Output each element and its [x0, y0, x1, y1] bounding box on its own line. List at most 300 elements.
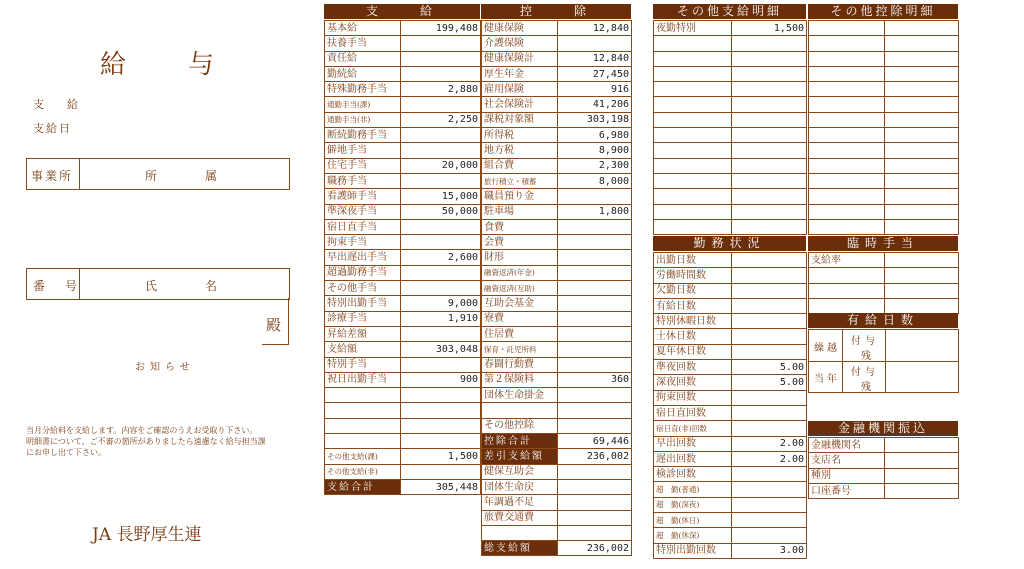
row-value — [558, 357, 632, 372]
table-row — [809, 97, 959, 112]
table-row — [482, 204, 632, 219]
row-label: 通勤手当(課) — [325, 97, 401, 112]
grant-label: 付与 — [851, 336, 879, 347]
table-row — [482, 173, 632, 188]
row-label: 特殊勤務手当 — [325, 82, 401, 97]
temp-allowance-header: 臨時手当 — [808, 236, 958, 251]
notice-line: 当月分給料を支給します。内容をご確認のうえお受取り下さい。 — [26, 426, 258, 435]
table-row — [654, 329, 807, 344]
row-value — [732, 204, 807, 219]
row-label — [809, 112, 885, 127]
table-row — [809, 112, 959, 127]
row-value — [885, 173, 959, 188]
row-value — [558, 388, 632, 403]
table-row — [809, 158, 959, 173]
row-label — [654, 158, 732, 173]
row-value: 2,880 — [401, 82, 481, 97]
name-label: 氏 名 — [145, 279, 226, 293]
row-value — [732, 143, 807, 158]
row-value — [732, 219, 807, 234]
table-row — [654, 112, 807, 127]
table-row — [809, 51, 959, 66]
notice-text — [26, 425, 266, 458]
row-label — [654, 66, 732, 81]
table-row — [482, 51, 632, 66]
row-value — [732, 482, 807, 497]
organization-name: JA 長野厚生連 — [92, 525, 202, 545]
table-row — [325, 51, 481, 66]
paid-leave-box — [808, 329, 959, 393]
row-value — [558, 495, 632, 510]
row-value — [732, 128, 807, 143]
row-label — [809, 66, 885, 81]
deduction-total-label: 控除合計 — [482, 434, 558, 449]
row-label: 課税対象額 — [482, 112, 558, 127]
row-label: 出勤日数 — [654, 253, 732, 268]
table-row — [325, 143, 481, 158]
row-label: 食費 — [482, 219, 558, 234]
row-label: 融資返済(互助) — [482, 281, 558, 296]
row-label — [809, 82, 885, 97]
grand-total-value: 236,002 — [558, 541, 632, 556]
grand-total — [482, 541, 632, 556]
number-name-box — [26, 268, 290, 300]
table-row — [482, 495, 632, 510]
row-label — [654, 173, 732, 188]
row-value — [885, 97, 959, 112]
table-row — [325, 158, 481, 173]
row-value: 2,600 — [401, 250, 481, 265]
row-value — [732, 82, 807, 97]
row-label: 寮費 — [482, 311, 558, 326]
row-label: 拘束手当 — [325, 235, 401, 250]
row-value — [401, 434, 481, 449]
row-label — [654, 36, 732, 51]
table-row — [654, 360, 807, 375]
bank-field-value — [885, 453, 959, 468]
table-row — [325, 342, 481, 357]
row-label: 断続勤務手当 — [325, 128, 401, 143]
row-value: 50,000 — [401, 204, 481, 219]
payment-total-label: 支給合計 — [325, 479, 401, 494]
table-row — [325, 97, 481, 112]
row-label: 春闘行動費 — [482, 357, 558, 372]
row-value: 2,300 — [558, 158, 632, 173]
dept-label: 所 属 — [145, 169, 226, 183]
row-value — [732, 390, 807, 405]
row-value: 1,800 — [558, 204, 632, 219]
row-value — [401, 51, 481, 66]
row-value — [558, 479, 632, 494]
row-label: 特別出勤手当 — [325, 296, 401, 311]
table-row — [325, 296, 481, 311]
table-row — [325, 204, 481, 219]
other-deduct-table — [808, 20, 959, 235]
row-label — [809, 36, 885, 51]
row-label: 早出回数 — [654, 436, 732, 451]
row-value — [732, 344, 807, 359]
row-value — [885, 189, 959, 204]
row-label: 社会保険計 — [482, 97, 558, 112]
bank-field-label: 口座番号 — [809, 483, 885, 498]
row-label: 地方税 — [482, 143, 558, 158]
table-row — [325, 82, 481, 97]
row-value — [401, 235, 481, 250]
table-row — [325, 173, 481, 188]
row-value — [558, 265, 632, 280]
row-value — [885, 51, 959, 66]
row-value — [732, 283, 807, 298]
table-row — [482, 403, 632, 418]
payments-table — [324, 20, 481, 495]
row-label: 団体生命掛金 — [482, 388, 558, 403]
temp-allowance-table — [808, 252, 959, 314]
row-value: 41,206 — [558, 97, 632, 112]
row-label: 介護保険 — [482, 36, 558, 51]
row-label: 支給額 — [325, 342, 401, 357]
table-row — [809, 468, 959, 483]
row-value — [558, 235, 632, 250]
row-value — [558, 326, 632, 341]
table-row — [654, 467, 807, 482]
table-row — [809, 66, 959, 81]
table-row — [654, 268, 807, 283]
row-label: 第２保険料 — [482, 372, 558, 387]
row-value — [732, 314, 807, 329]
table-row — [654, 21, 807, 36]
table-row — [482, 143, 632, 158]
table-row — [482, 112, 632, 127]
row-value: 303,048 — [401, 342, 481, 357]
table-row — [809, 204, 959, 219]
payment-total — [325, 479, 481, 494]
payment-total-value: 305,448 — [401, 479, 481, 494]
table-row — [482, 265, 632, 280]
row-label: 準夜回数 — [654, 360, 732, 375]
row-value: 12,840 — [558, 21, 632, 36]
row-label — [809, 158, 885, 173]
table-row — [482, 464, 632, 479]
table-row — [325, 112, 481, 127]
table-row — [482, 189, 632, 204]
row-label: 深夜回数 — [654, 375, 732, 390]
row-value — [732, 189, 807, 204]
table-row — [482, 97, 632, 112]
attendance-header: 勤務状況 — [653, 236, 806, 251]
table-row — [654, 298, 807, 313]
row-value — [885, 112, 959, 127]
row-label — [809, 173, 885, 188]
row-label — [809, 189, 885, 204]
bank-field-label: 種別 — [809, 468, 885, 483]
row-value — [732, 528, 807, 543]
row-label: 住居費 — [482, 326, 558, 341]
row-label: 特別出勤回数 — [654, 543, 732, 558]
table-row — [809, 82, 959, 97]
table-row — [482, 479, 632, 494]
row-label: 検診回数 — [654, 467, 732, 482]
name-box-right-border — [288, 298, 289, 344]
bank-header: 金融機関振込 — [808, 421, 958, 436]
row-value — [885, 36, 959, 51]
row-value: 20,000 — [401, 158, 481, 173]
row-label — [654, 128, 732, 143]
table-row — [325, 357, 481, 372]
row-value: 900 — [401, 372, 481, 387]
row-label: 融資返済(年金) — [482, 265, 558, 280]
row-value: 12,840 — [558, 51, 632, 66]
row-value: 5.00 — [732, 360, 807, 375]
row-value — [885, 219, 959, 234]
row-label: 駐車場 — [482, 204, 558, 219]
row-label — [809, 219, 885, 234]
row-label: 会費 — [482, 235, 558, 250]
row-value — [558, 250, 632, 265]
row-label — [482, 403, 558, 418]
table-row — [654, 497, 807, 512]
table-row — [482, 296, 632, 311]
row-label: 団体生命戻 — [482, 479, 558, 494]
row-value — [401, 66, 481, 81]
deductions-header: 控 除 — [481, 4, 631, 19]
table-row — [654, 173, 807, 188]
row-value — [558, 189, 632, 204]
row-value — [401, 97, 481, 112]
row-value — [885, 21, 959, 36]
row-value — [558, 342, 632, 357]
row-label — [809, 204, 885, 219]
row-label: 責任給 — [325, 51, 401, 66]
row-value: 360 — [558, 372, 632, 387]
row-value — [558, 525, 632, 540]
row-label — [654, 97, 732, 112]
row-value — [401, 281, 481, 296]
row-value — [558, 281, 632, 296]
table-row — [654, 219, 807, 234]
row-label: 昇給差額 — [325, 326, 401, 341]
payments-header: 支 給 — [324, 4, 480, 19]
table-row — [482, 66, 632, 81]
table-row — [325, 326, 481, 341]
row-label: 宿日直回数 — [654, 405, 732, 420]
document-title: 給 与 — [100, 50, 233, 80]
row-value: 2.00 — [732, 436, 807, 451]
row-label: 厚生年金 — [482, 66, 558, 81]
row-value — [732, 97, 807, 112]
row-value — [885, 143, 959, 158]
deductions-table — [481, 20, 632, 556]
row-label: 労働時間数 — [654, 268, 732, 283]
row-value: 916 — [558, 82, 632, 97]
row-label: 基本給 — [325, 21, 401, 36]
table-row — [809, 189, 959, 204]
row-value — [732, 253, 807, 268]
table-row — [654, 543, 807, 558]
table-row — [325, 372, 481, 387]
row-value: 9,000 — [401, 296, 481, 311]
row-value: 3.00 — [732, 543, 807, 558]
table-row — [482, 36, 632, 51]
row-label: 互助会基金 — [482, 296, 558, 311]
table-row — [654, 253, 807, 268]
row-value: 8,900 — [558, 143, 632, 158]
row-value — [732, 467, 807, 482]
row-value — [885, 82, 959, 97]
row-value — [401, 464, 481, 479]
table-row — [654, 375, 807, 390]
attendance-table — [653, 252, 807, 559]
row-value: 6,980 — [558, 128, 632, 143]
row-value: 8,000 — [558, 173, 632, 188]
table-row — [654, 528, 807, 543]
other-pay-table — [653, 20, 807, 235]
row-label: 組合費 — [482, 158, 558, 173]
table-row — [809, 36, 959, 51]
net-pay — [482, 449, 632, 464]
grant-label: 付与 — [851, 367, 879, 378]
row-value — [732, 112, 807, 127]
pay-date-label: 支給日 — [33, 122, 72, 135]
row-label — [482, 525, 558, 540]
row-label: 超 勤(休日) — [654, 513, 732, 528]
table-row — [654, 128, 807, 143]
row-value: 2,250 — [401, 112, 481, 127]
row-value — [401, 403, 481, 418]
table-row — [482, 281, 632, 296]
carry-label: 繰越 — [814, 343, 840, 354]
row-value — [732, 497, 807, 512]
row-label: 超過勤務手当 — [325, 265, 401, 280]
table-row — [654, 451, 807, 466]
remain-label: 残 — [861, 351, 871, 362]
row-label — [325, 418, 401, 433]
row-value — [558, 464, 632, 479]
row-label — [809, 51, 885, 66]
table-row — [654, 344, 807, 359]
table-row — [325, 265, 481, 280]
row-label: 拘束回数 — [654, 390, 732, 405]
table-row — [482, 372, 632, 387]
row-value — [401, 418, 481, 433]
table-row — [482, 357, 632, 372]
row-label — [809, 128, 885, 143]
row-label — [654, 189, 732, 204]
row-value: 5.00 — [732, 375, 807, 390]
table-row — [654, 143, 807, 158]
table-row — [325, 311, 481, 326]
row-label: 通勤手当(非) — [325, 112, 401, 127]
table-row — [654, 97, 807, 112]
notice-line: 明細書について、ご不審の箇所がありましたら遠慮なく給与担当課 — [26, 437, 266, 446]
table-row — [482, 418, 632, 433]
row-label: 欠勤日数 — [654, 283, 732, 298]
row-label — [325, 388, 401, 403]
row-value — [401, 128, 481, 143]
table-row — [325, 66, 481, 81]
row-label: 看護師手当 — [325, 189, 401, 204]
net-pay-label: 差引支給額 — [482, 449, 558, 464]
row-value — [401, 143, 481, 158]
paid-leave-header: 有給日数 — [808, 313, 958, 328]
table-row — [325, 36, 481, 51]
row-label: 雇用保険 — [482, 82, 558, 97]
row-label: 宿日直手当 — [325, 219, 401, 234]
table-row — [809, 483, 959, 498]
table-row — [654, 283, 807, 298]
row-label: 旅費交通費 — [482, 510, 558, 525]
row-label: 住宅手当 — [325, 158, 401, 173]
row-value: 15,000 — [401, 189, 481, 204]
table-row — [482, 82, 632, 97]
row-label — [654, 112, 732, 127]
rate-label: 支給率 — [809, 253, 885, 268]
grand-total-label: 総支給額 — [482, 541, 558, 556]
table-row — [482, 235, 632, 250]
table-row — [325, 418, 481, 433]
remain-label: 残 — [861, 382, 871, 393]
table-row — [482, 128, 632, 143]
row-label: 土休日数 — [654, 329, 732, 344]
notice-line: にお申し出て下さい。 — [26, 448, 106, 457]
table-row — [809, 219, 959, 234]
other-deduct-header: その他控除明細 — [808, 4, 958, 19]
row-label: その他支給(課) — [325, 449, 401, 464]
bank-field-label: 金融機関名 — [809, 438, 885, 453]
table-row — [482, 525, 632, 540]
row-value — [732, 298, 807, 313]
row-label: 健保互助会 — [482, 464, 558, 479]
table-row — [325, 403, 481, 418]
row-label — [654, 51, 732, 66]
table-row — [654, 421, 807, 436]
row-value: 1,910 — [401, 311, 481, 326]
row-label: 診療手当 — [325, 311, 401, 326]
row-value — [558, 219, 632, 234]
table-row — [654, 51, 807, 66]
table-row — [482, 510, 632, 525]
table-row — [325, 128, 481, 143]
row-label: 特別手当 — [325, 357, 401, 372]
number-label: 番 号 — [33, 279, 82, 293]
table-row — [654, 482, 807, 497]
deduction-total — [482, 434, 632, 449]
row-value — [885, 128, 959, 143]
table-row — [482, 250, 632, 265]
table-row — [325, 250, 481, 265]
office-label: 事業所 — [31, 169, 74, 183]
net-pay-value: 236,002 — [558, 449, 632, 464]
table-row — [482, 219, 632, 234]
row-value — [401, 219, 481, 234]
row-value — [732, 513, 807, 528]
row-label: 超 勤(深夜) — [654, 497, 732, 512]
table-row — [482, 342, 632, 357]
bank-field-label: 支店名 — [809, 453, 885, 468]
table-row — [654, 390, 807, 405]
row-value — [732, 158, 807, 173]
table-row — [325, 281, 481, 296]
row-label: 遅出回数 — [654, 451, 732, 466]
row-label: 健康保険 — [482, 21, 558, 36]
row-value — [401, 265, 481, 280]
table-row — [809, 453, 959, 468]
row-label — [654, 143, 732, 158]
row-label: 勤続給 — [325, 66, 401, 81]
row-value — [558, 510, 632, 525]
table-row — [325, 464, 481, 479]
table-row — [654, 204, 807, 219]
row-value — [732, 421, 807, 436]
